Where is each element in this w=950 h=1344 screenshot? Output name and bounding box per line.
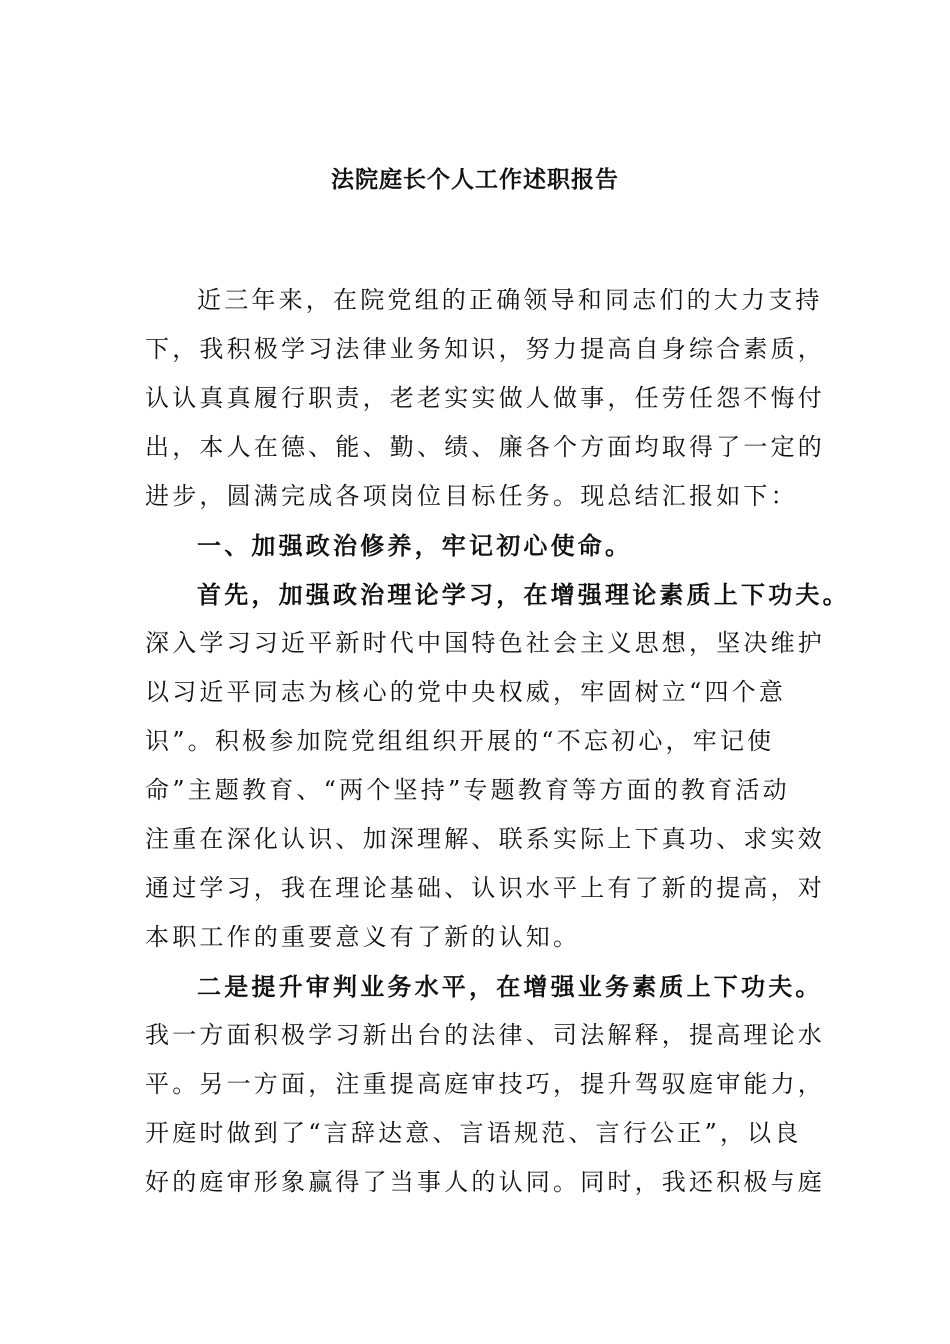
paragraph-line: 深入学习习近平新时代中国特色社会主义思想，坚决维护 <box>145 629 825 657</box>
paragraph-line: 以习近平同志为核心的党中央权威，牢固树立“四个意 <box>145 678 787 706</box>
paragraph-line: 好的庭审形象赢得了当事人的认同。同时，我还积极与庭 <box>145 1168 825 1196</box>
paragraph-line: 命”主题教育、“两个坚持”专题教育等方面的教育活动 <box>145 776 790 804</box>
section-heading-line: 首先，加强政治理论学习，在增强理论素质上下功夫。 <box>197 580 850 609</box>
paragraph-line: 开庭时做到了“言辞达意、言语规范、言行公正”，以良 <box>145 1119 802 1147</box>
document-body <box>145 276 850 1207</box>
paragraph-line: 通过学习，我在理论基础、认识水平上有了新的提高，对 <box>145 874 825 902</box>
paragraph-line: 本职工作的重要意义有了新的认知。 <box>145 923 581 951</box>
paragraph-line: 我一方面积极学习新出台的法律、司法解释，提高理论水 <box>145 1021 825 1049</box>
document-title: 法院庭长个人工作述职报告 <box>331 166 619 193</box>
paragraph-line: 识”。积极参加院党组组织开展的“不忘初心，牢记使 <box>145 727 775 755</box>
paragraph-line: 近三年来，在院党组的正确领导和同志们的大力支持 <box>197 286 823 314</box>
paragraph-line: 认认真真履行职责，老老实实做人做事，任劳任怨不悔付 <box>145 384 825 412</box>
section-heading-line: 一、加强政治修养，牢记初心使命。 <box>197 531 633 560</box>
paragraph-line: 进步，圆满完成各项岗位目标任务。现总结汇报如下： <box>145 482 798 510</box>
paragraph-line: 注重在深化认识、加深理解、联系实际上下真功、求实效 <box>145 825 825 853</box>
paragraph-line: 下，我积极学习法律业务知识，努力提高自身综合素质， <box>145 335 825 363</box>
section-heading-line: 二是提升审判业务水平，在增强业务素质上下功夫。 <box>197 972 823 1001</box>
paragraph-line: 出，本人在德、能、勤、绩、廉各个方面均取得了一定的 <box>145 433 825 461</box>
paragraph-line: 平。另一方面，注重提高庭审技巧，提升驾驭庭审能力， <box>145 1070 825 1098</box>
